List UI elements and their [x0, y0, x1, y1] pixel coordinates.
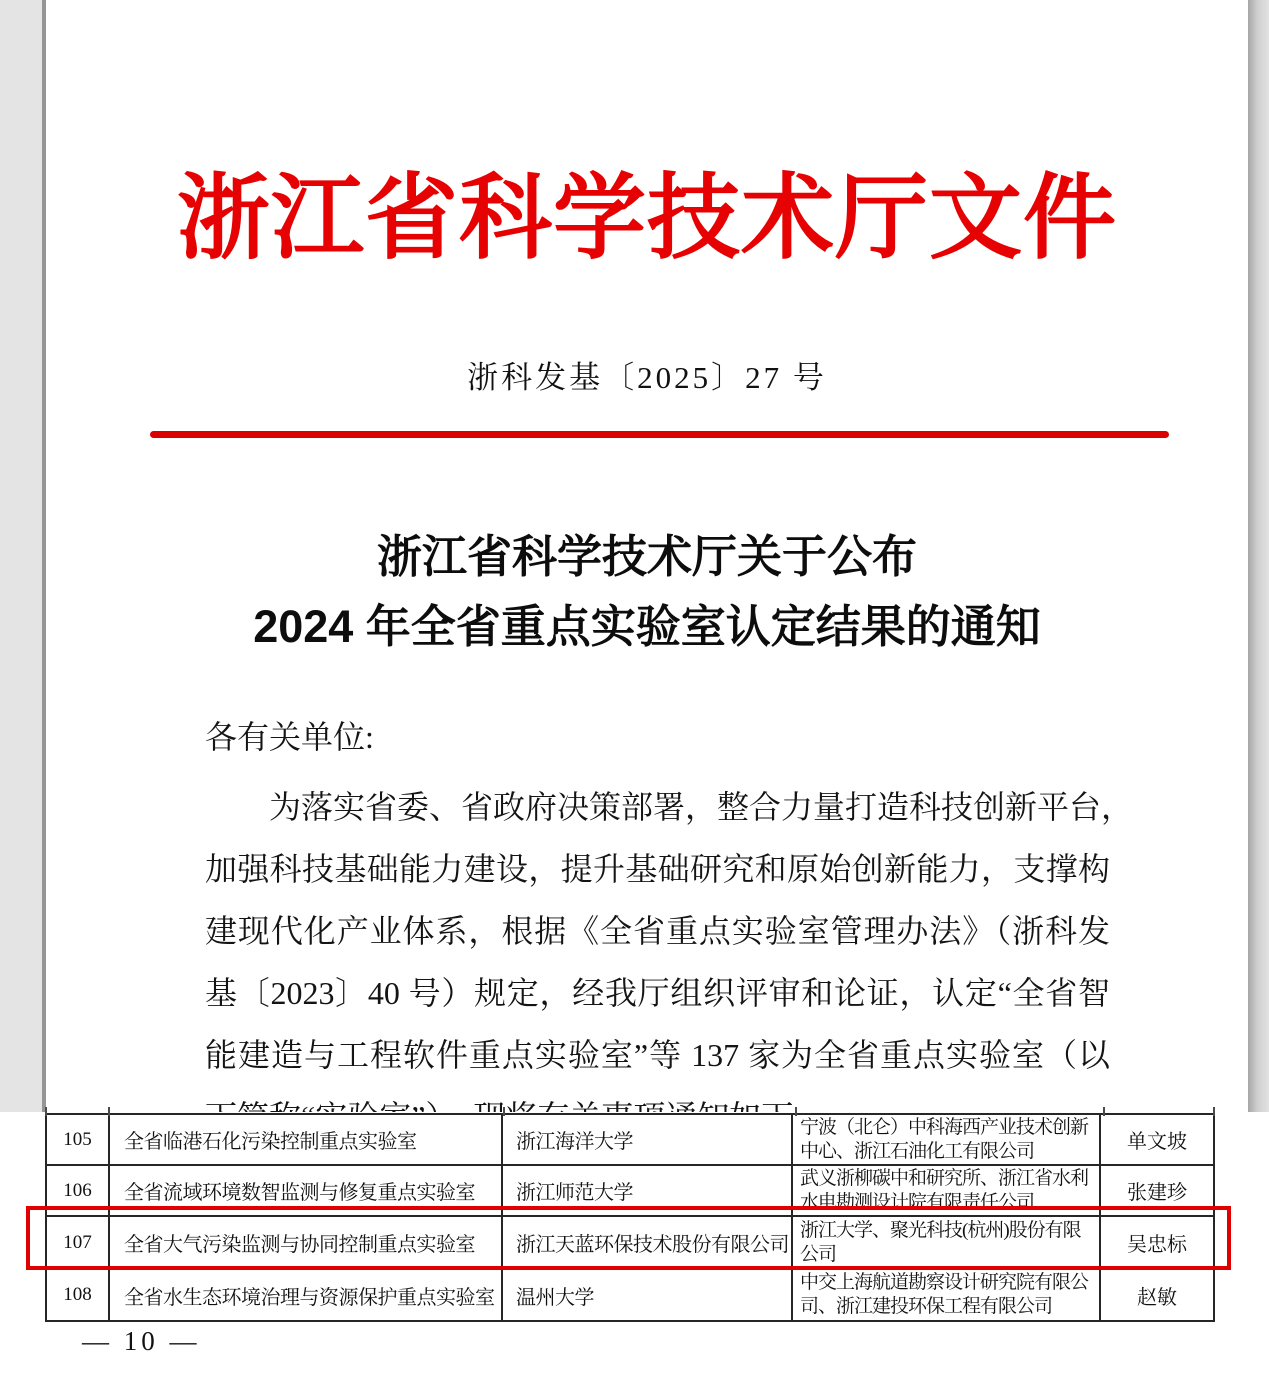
table-gridline-stub	[108, 1107, 110, 1116]
partner-institutions-cell: 武义浙柳碳中和研究所、浙江省水利水电勘测设计院有限责任公司	[793, 1166, 1101, 1215]
institution-cell: 浙江海洋大学	[503, 1115, 793, 1164]
notice-title-line1: 浙江省科学技术厅关于公布	[376, 531, 917, 582]
row-number-cell: 108	[47, 1270, 110, 1320]
lab-name-cell: 全省水生态环境治理与资源保护重点实验室	[110, 1270, 503, 1320]
institution-cell: 温州大学	[503, 1270, 793, 1320]
row-number-cell: 107	[47, 1217, 110, 1268]
institution-cell: 浙江天蓝环保技术股份有限公司	[503, 1217, 793, 1268]
row-number-cell: 106	[47, 1166, 110, 1215]
page-number: — 10 —	[82, 1326, 201, 1356]
partner-institutions-cell: 中交上海航道勘察设计研究院有限公司、浙江建投环保工程有限公司	[793, 1270, 1101, 1320]
partner-institutions-cell: 浙江大学、聚光科技(杭州)股份有限公司	[793, 1217, 1101, 1268]
body-line: 建现代化产业体系，根据《全省重点实验室管理办法》（浙科发	[205, 913, 1110, 949]
table-gridline-stub	[1103, 1107, 1105, 1116]
director-name-cell: 吴忠标	[1127, 1234, 1187, 1256]
body-line: 基〔2023〕40 号）规定，经我厅组织评审和论证，认定“全省智	[205, 975, 1110, 1011]
table-gridline-stub	[1213, 1107, 1215, 1116]
row-107-highlight-box	[26, 1206, 1231, 1270]
red-rule	[150, 431, 1169, 438]
lab-name-cell: 全省流域环境数智监测与修复重点实验室	[110, 1166, 503, 1215]
director-name-cell: 赵敏	[1137, 1286, 1177, 1309]
notice-title-line2: 2024 年全省重点实验室认定结果的通知	[253, 601, 1041, 652]
body-line: 加强科技基础能力建设，提升基础研究和原始创新能力，支撑构	[205, 851, 1110, 887]
director-name-cell: 张建珍	[1127, 1182, 1187, 1204]
row-number-cell: 105	[47, 1115, 110, 1164]
lab-name-cell: 全省临港石化污染控制重点实验室	[110, 1115, 503, 1164]
table-gridline-stub	[795, 1107, 797, 1116]
notice-title	[46, 522, 1248, 662]
masthead-title: 浙江省科学技术厅文件	[177, 168, 1117, 271]
table-gridline-stub	[503, 1107, 505, 1116]
director-name-cell: 单文坡	[1127, 1131, 1187, 1153]
salutation: 各有关单位:	[205, 719, 374, 755]
body-line: 能建造与工程软件重点实验室”等 137 家为全省重点实验室（以	[205, 1037, 1110, 1073]
table-row	[47, 1270, 1213, 1320]
page-right-shadow	[1248, 0, 1269, 1112]
doc-number: 浙科发基〔2025〕27 号	[467, 360, 827, 395]
table-row	[47, 1115, 1213, 1166]
body-line: 为落实省委、省政府决策部署，整合力量打造科技创新平台，	[269, 789, 1134, 825]
body-paragraph	[205, 776, 1134, 1148]
table-gridline-stub	[45, 1107, 47, 1116]
partner-institutions-cell: 宁波（北仑）中科海西产业技术创新中心、浙江石油化工有限公司	[793, 1115, 1101, 1164]
lab-name-cell: 全省大气污染监测与协同控制重点实验室	[110, 1217, 503, 1268]
institution-cell: 浙江师范大学	[503, 1166, 793, 1215]
